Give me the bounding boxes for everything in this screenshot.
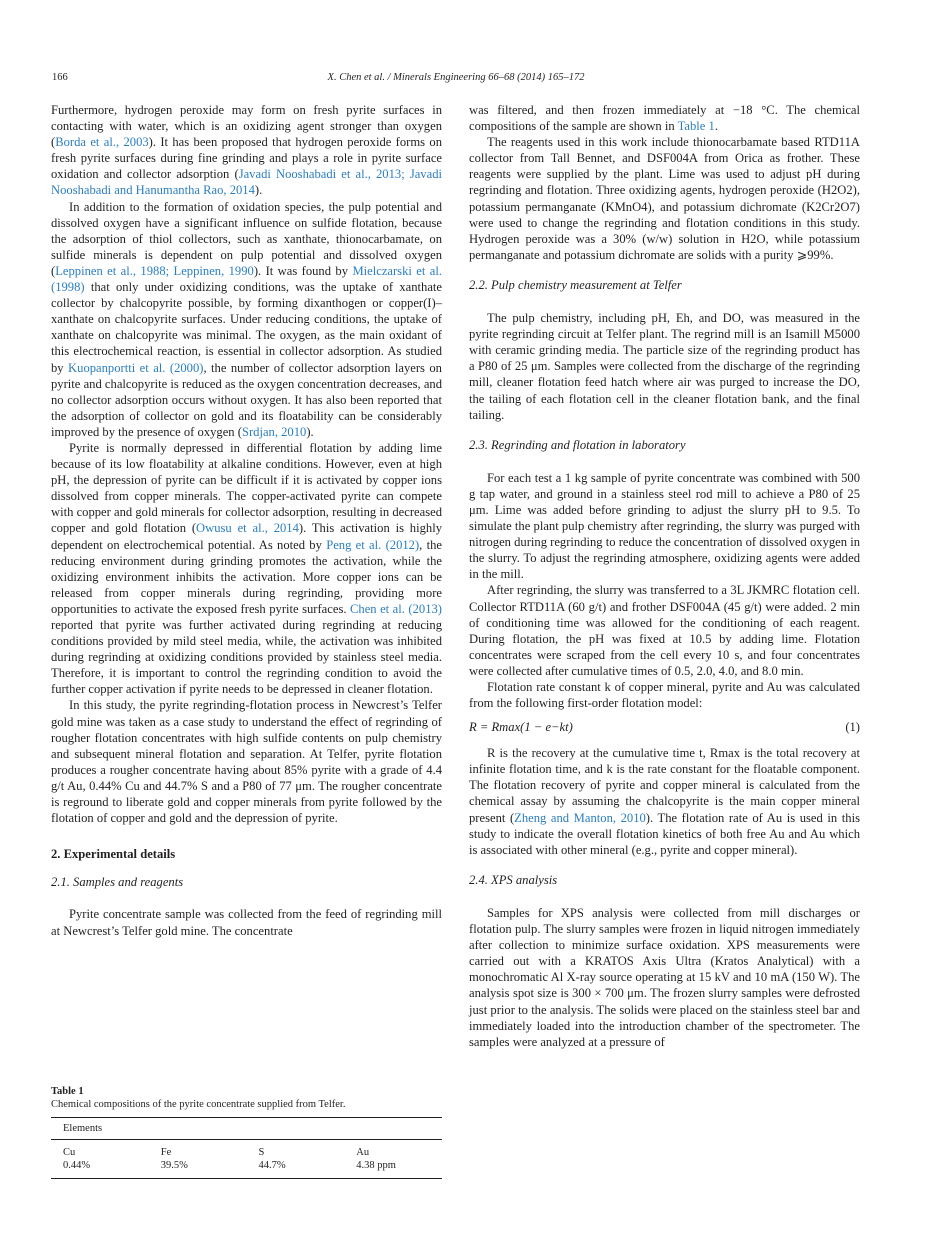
equation-text: R = Rmax(1 − e−kt) [469,720,573,735]
paragraph: The reagents used in this work include thionocarbamate based RTD11A collector from Tall Bennet, and DSF004A from Orica as frother. These reagents were supplied by the plant. Lime was used to adjust pH during regrinding and flotation. Three oxidizing agents, hydrogen peroxide (H2O2), potassium permanganate (KMnO4), and potassium dichromate (K2Cr2O7) were used to change the regrinding and flotation conditions in this study. Hydrogen peroxide was a 30% (w/w) solution in H2O, while potassium permanganate and potassium dichromate are solids with a purity ⩾99%. [469,135,860,262]
citation-link[interactable]: Srdjan, 2010 [241,424,307,439]
paragraph: Flotation rate constant k of copper mineral, pyrite and Au was calculated from the following first-order flotation model: [469,680,860,711]
paragraph: The pulp chemistry, including pH, Eh, and DO, was measured in the pyrite regrinding circuit at Telfer plant. The regrind mill is an Isamill M5000 with ceramic grinding media. The particle size of the regrinding product has a P80 of 25 μm. Samples were collected from the discharge of the regrinding mill, cleaner flotation feed hatch where air was purged to increase the DO, the tailing of each flotation cell in the cleaner flotation bank, and the final tailing. [469,311,860,422]
subsection-heading: 2.4. XPS analysis [469,872,558,887]
table-cell: Fe [160,1147,172,1158]
section-heading: 2. Experimental details [51,847,176,862]
table-1 [51,1085,442,1179]
journal-citation: X. Chen et al. / Minerals Engineering 66–68 (2014) 165–172 [327,72,585,83]
subsection-heading: 2.1. Samples and reagents [51,875,184,890]
composition-table [51,1117,442,1179]
citation-link[interactable]: Kuopanportti et al. (2000) [68,360,204,375]
citation-link[interactable]: Peng et al. (2012) [326,537,420,552]
citation-link[interactable]: Zheng and Manton, 2010 [514,810,646,825]
citation-link[interactable]: Mielczarski et al. (1998) [51,263,443,295]
paragraph: For each test a 1 kg sample of pyrite concentrate was combined with 500 g tap water, and ground in a stainless steel rod mill to achieve a P80 of 25 μm. Lime was added before grinding to adjust the slurry pH to 9.5. To simulate the plant pulp chemistry after regrinding, the slurry was purged with nitrogen during regrinding to reduce the concentration of dissolved oxygen in the slurry. To adjust the regrinding atmosphere, oxidizing agents were added in the mill. [469,470,861,582]
citation-link[interactable]: Owusu et al., 2014 [196,521,299,536]
subsection-heading: 2.2. Pulp chemistry measurement at Telfer [469,277,682,292]
table-header: Elements [51,1118,442,1140]
table-cell: 4.38 ppm [344,1159,442,1179]
citation-link[interactable]: Javadi Nooshabadi et al., 2013; Javadi Nooshabadi and Hanumantha Rao, 2014 [51,167,442,198]
paragraph: Furthermore, hydrogen peroxide may form on fresh pyrite surfaces in contacting with water, which is an oxidizing agent stronger than oxygen (Borda et al., 2003). It has been proposed that hydrogen peroxide forms on fresh pyrite surfaces during fine grinding and plays a role in pyrite surface oxidation and collector adsorption (Javadi Nooshabadi et al., 2013; Javadi Nooshabadi and Hanumantha Rao, 2014). [51,103,442,198]
paragraph: R is the recovery at the cumulative time t, Rmax is the total recovery at infinite flotation time, and k is the rate constant for the floatable component. The flotation recovery of pyrite and copper mineral is calculated from the chemical assay by assuming the chalcopyrite is the main copper mineral present (Zheng and Manton, 2010). The flotation rate of Au is used in this study to indicate the overall flotation kinetics of both free Au and Au which is associated with other mineral (e.g., pyrite and copper mineral). [469,746,860,857]
table-cell: 44.7% [247,1159,345,1179]
right-column [469,102,860,1050]
left-column [51,102,442,939]
table-cell: Au [356,1147,370,1158]
equation-1 [469,719,860,737]
table-cell: 0.44% [51,1159,149,1179]
paragraph: After regrinding, the slurry was transferred to a 3L JKMRC flotation cell. Collector RTD11A (60 g/t) and frother DSF004A (45 g/t) were added. 2 min of conditioning time was allowed for the conditioning of each reagent. During flotation, the pH was fixed at 10.5 by adding lime. Flotation concentrates were scraped from the cell every 10 s, and four concentrates were collected after cumulative times of 0.5, 2.0, 4.0, and 8.0 min. [469,583,860,678]
citation-link[interactable]: Chen et al. (2013) [350,601,442,616]
paragraph: Pyrite concentrate sample was collected from the feed of regrinding mill at Newcrest’s Telfer gold mine. The concentrate [51,907,442,938]
table-cell: 39.5% [149,1159,247,1179]
table-subcaption: Chemical compositions of the pyrite concentrate supplied from Telfer. [51,1099,346,1110]
citation-link[interactable]: Leppinen et al., 1988; Leppinen, 1990 [55,263,254,278]
paragraph: was filtered, and then frozen immediately at −18 °C. The chemical compositions of the sample are shown in Table 1. [469,103,860,134]
table-caption: Table 1 [51,1086,84,1097]
paragraph: Samples for XPS analysis were collected from mill discharges or flotation pulp. The slurry samples were frozen in liquid nitrogen immediately after collection to minimize surface oxidation. XPS measurements were carried out with a KRATOS Axis Ultra (Kratos Analytical) with a monochromatic Al X-ray source operating at 15 kV and 10 mA (150 W). The analysis spot size is 300 × 700 μm. The frozen slurry samples were defrosted just prior to the analysis. The solids were placed on the stainless steel bar and immediately loaded into the introduction chamber of the spectrometer. The samples were analyzed at a pressure of [469,905,860,1049]
equation-number: (1) [845,720,860,735]
table-cell: S [258,1147,265,1158]
table-cell: Cu [63,1147,76,1158]
paragraph: Pyrite is normally depressed in differential flotation by adding lime because of its low floatability at alkaline conditions. However, even at high pH, the depression of pyrite can be difficult if it is activated by copper ions dissolved from copper minerals. The copper-activated pyrite can compete with copper and gold minerals for collector adsorption, resulting in decreased copper and gold flotation (Owusu et al., 2014). This activation is highly dependent on electrochemical potential. As noted by Peng et al. (2012), the reducing environment during grinding promotes the activation, while the oxidizing environment inhibits the activation. More copper ions can be released from copper minerals during regrinding, providing more opportunities to activate the exposed fresh pyrite surfaces. Chen et al. (2013) reported that pyrite was further activated during regrinding at reducing conditions provided by mild steel media, while, the activation was inhibited during regrinding at oxidizing conditions provided by stainless steel media. Therefore, it is important to control the regrinding condition to avoid the further copper activation if pyrite needs to be depressed in cleaner flotation. [51,440,442,697]
subsection-heading: 2.3. Regrinding and flotation in laboratory [469,437,686,452]
running-header [52,72,860,88]
paragraph: In addition to the formation of oxidation species, the pulp potential and dissolved oxygen have a significant influence on sulfide flotation, because the adsorption of thiol collectors, such as xanthate, thionocarbamate, on sulfide minerals is dependent on pulp potential and dissolved oxygen (Leppinen et al., 1988; Leppinen, 1990). It was found by Mielczarski et al. (1998) that only under oxidizing conditions, was the uptake of xanthate collector by chalcopyrite possible, by forming dixanthogen or copper(I)–xanthate on chalcopyrite surfaces. Under reducing conditions, the uptake of xanthate on chalcopyrite was minimal. The oxygen, as the main oxidant of this electrochemical reaction, is essential in collector adsorption. As studied by Kuopanportti et al. (2000), the number of collector adsorption layers on pyrite and chalcopyrite is reduced as the oxygen concentration decreases, and no collector adsorption occurs without oxygen. It has also been reported that the adsorption of collector on gold and its floatability can be considerably improved by the presence of oxygen (Srdjan, 2010). [51,199,443,439]
page-number: 166 [52,72,68,83]
citation-link[interactable]: Borda et al., 2003 [55,135,149,150]
paragraph: In this study, the pyrite regrinding-flotation process in Newcrest’s Telfer gold mine was taken as a case study to understand the effect of regrinding of rougher flotation concentrates with high sulfide contents on pulp chemistry and subsequent mineral flotation and separation. At Telfer, pyrite flotation produces a rougher concentrate having about 85% pyrite with a grade of 4.4 g/t Au, 0.44% Cu and 44.7% S and a P80 of 77 μm. The rougher concentrate is reground to liberate gold and copper minerals from pyrite followed by the flotation of copper and gold and the depression of pyrite. [51,698,442,826]
table-link[interactable]: Table 1 [677,119,715,134]
